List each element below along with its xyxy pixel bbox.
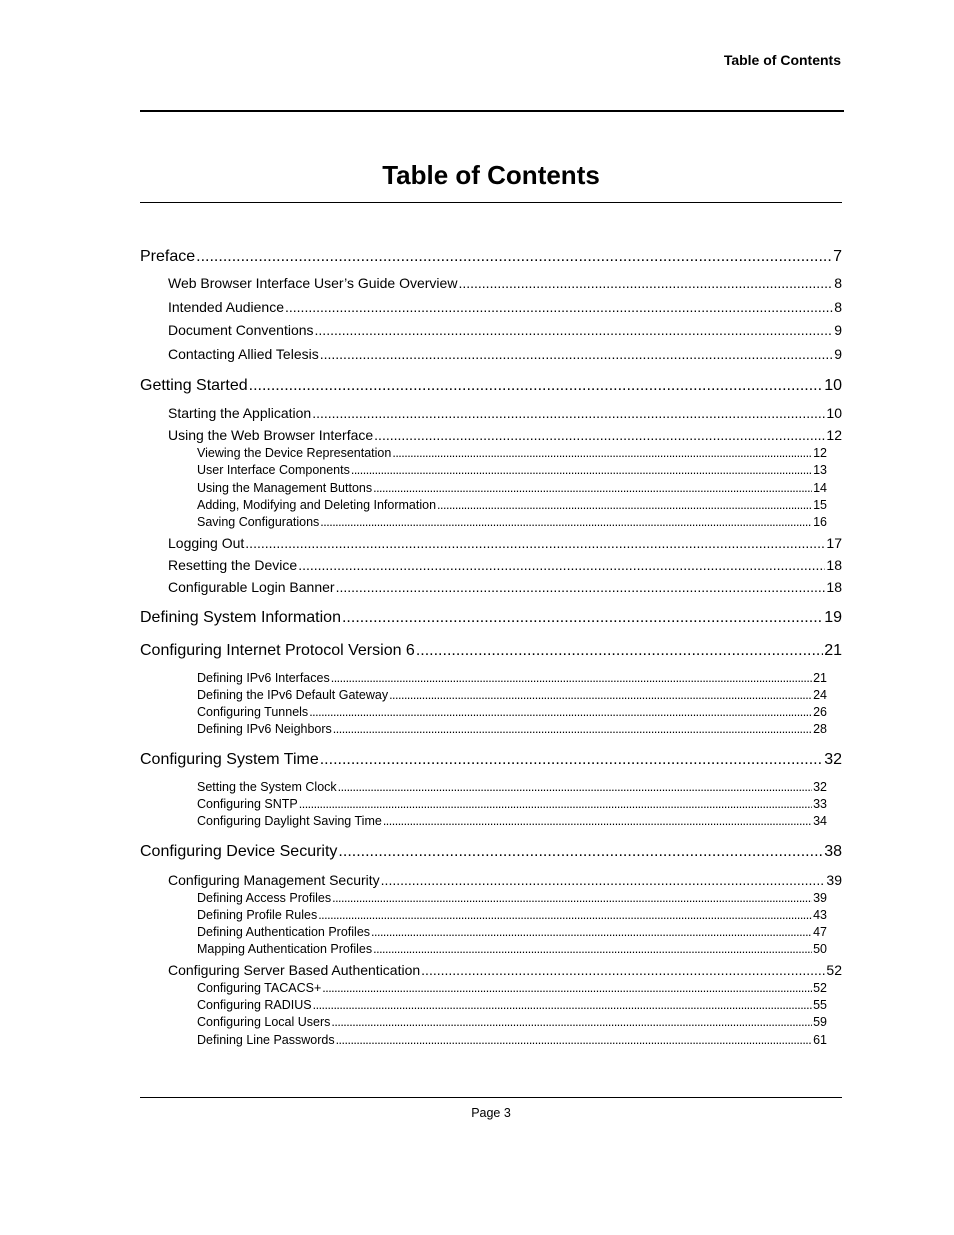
toc-subsection-entry[interactable]	[197, 780, 827, 794]
toc-entry-label: Configuring Internet Protocol Version 6	[140, 642, 415, 659]
toc-subsection-entry[interactable]	[197, 797, 827, 811]
dot-leader	[458, 275, 833, 291]
toc-section-entry[interactable]	[168, 299, 842, 315]
toc-subsection-entry[interactable]	[197, 515, 827, 529]
toc-entry-label: Configuring Server Based Authentication	[168, 962, 421, 978]
toc-entry-page: 32	[824, 751, 842, 768]
dot-leader	[332, 891, 812, 905]
toc-entry-label: Configuring Management Security	[168, 872, 380, 888]
footer-rule	[140, 1097, 842, 1098]
toc-entry-page: 39	[813, 891, 827, 905]
toc-section-entry[interactable]	[168, 427, 842, 443]
dot-leader	[421, 962, 825, 978]
toc-entry-page: 18	[826, 579, 842, 595]
dot-leader	[338, 780, 812, 794]
dot-leader	[333, 722, 812, 736]
dot-leader	[299, 797, 812, 811]
toc-entry-page: 50	[813, 942, 827, 956]
toc-entry-page: 47	[813, 925, 827, 939]
dot-leader	[320, 515, 812, 529]
dot-leader	[383, 814, 812, 828]
toc-entry-label: Saving Configurations	[197, 515, 320, 529]
toc-subsection-entry[interactable]	[197, 671, 827, 685]
toc-section-entry[interactable]	[168, 579, 842, 595]
toc-entry-label: Defining Profile Rules	[197, 908, 318, 922]
toc-entry-page: 26	[813, 705, 827, 719]
toc-entry-label: Setting the System Clock	[197, 780, 337, 794]
toc-subsection-entry[interactable]	[197, 446, 827, 460]
dot-leader	[342, 609, 823, 627]
toc-entry-label: Intended Audience	[168, 299, 284, 315]
toc-entry-label: Document Conventions	[168, 322, 314, 338]
dot-leader	[318, 908, 812, 922]
page-title: Table of Contents	[382, 160, 600, 190]
toc-entry-label: Logging Out	[168, 535, 245, 551]
dot-leader	[320, 751, 823, 769]
toc-subsection-entry[interactable]	[197, 981, 827, 995]
dot-leader	[313, 998, 812, 1012]
toc-subsection-entry[interactable]	[197, 1033, 827, 1047]
toc-entry-label: User Interface Components	[197, 463, 350, 477]
toc-entry-label: Defining Access Profiles	[197, 891, 332, 905]
dot-leader	[373, 481, 812, 495]
toc-entry-label: Web Browser Interface User’s Guide Overview	[168, 275, 458, 291]
page-number: Page 3	[471, 1106, 511, 1120]
toc-chapter-entry[interactable]	[140, 751, 842, 769]
dot-leader	[373, 942, 812, 956]
toc-entry-page: 52	[826, 962, 842, 978]
toc-entry-label: Defining IPv6 Neighbors	[197, 722, 332, 736]
running-header: Table of Contents	[723, 52, 841, 68]
toc-subsection-entry[interactable]	[197, 688, 827, 702]
toc-entry-page: 12	[813, 446, 827, 460]
toc-subsection-entry[interactable]	[197, 705, 827, 719]
toc-subsection-entry[interactable]	[197, 908, 827, 922]
toc-entry-label: Preface	[140, 248, 196, 265]
toc-entry-label: Starting the Application	[168, 405, 312, 421]
dot-leader	[322, 981, 812, 995]
toc-entry-page: 39	[826, 872, 842, 888]
toc-chapter-entry[interactable]	[140, 377, 842, 395]
dot-leader	[331, 1015, 812, 1029]
dot-leader	[331, 671, 812, 685]
toc-chapter-entry[interactable]	[140, 248, 842, 266]
toc-entry-page: 43	[813, 908, 827, 922]
toc-entry-label: Configuring Tunnels	[197, 705, 309, 719]
toc-section-entry[interactable]	[168, 557, 842, 573]
toc-subsection-entry[interactable]	[197, 481, 827, 495]
toc-entry-label: Defining System Information	[140, 609, 341, 626]
toc-entry-page: 12	[826, 427, 842, 443]
toc-subsection-entry[interactable]	[197, 463, 827, 477]
toc-section-entry[interactable]	[168, 346, 842, 362]
dot-leader	[416, 642, 823, 660]
toc-subsection-entry[interactable]	[197, 891, 827, 905]
toc-entry-page: 21	[824, 642, 842, 659]
toc-entry-page: 18	[826, 557, 842, 573]
toc-entry-page: 19	[824, 609, 842, 626]
toc-entry-page: 9	[834, 322, 842, 338]
toc-entry-label: Configurable Login Banner	[168, 579, 335, 595]
toc-entry-page: 8	[834, 275, 842, 291]
dot-leader	[389, 688, 812, 702]
toc-section-entry[interactable]	[168, 535, 842, 551]
toc-chapter-entry[interactable]	[140, 609, 842, 627]
toc-entry-page: 15	[813, 498, 827, 512]
toc-entry-page: 59	[813, 1015, 827, 1029]
dot-leader	[298, 557, 825, 573]
toc-entry-label: Configuring Daylight Saving Time	[197, 814, 382, 828]
toc-entry-page: 17	[826, 535, 842, 551]
toc-entry-label: Using the Web Browser Interface	[168, 427, 374, 443]
toc-entry-page: 24	[813, 688, 827, 702]
toc-entry-page: 34	[813, 814, 827, 828]
toc-entry-label: Configuring Local Users	[197, 1015, 331, 1029]
dot-leader	[249, 377, 824, 395]
dot-leader	[312, 405, 825, 421]
toc-section-entry[interactable]	[168, 962, 842, 978]
toc-section-entry[interactable]	[168, 322, 842, 338]
toc-entry-label: Viewing the Device Representation	[197, 446, 392, 460]
toc-entry-page: 33	[813, 797, 827, 811]
toc-entry-label: Defining IPv6 Interfaces	[197, 671, 330, 685]
toc-chapter-entry[interactable]	[140, 843, 842, 861]
toc-entry-page: 8	[834, 299, 842, 315]
toc-entry-label: Configuring TACACS+	[197, 981, 322, 995]
dot-leader	[371, 925, 812, 939]
toc-entry-label: Defining the IPv6 Default Gateway	[197, 688, 389, 702]
toc-entry-label: Resetting the Device	[168, 557, 298, 573]
toc-entry-page: 55	[813, 998, 827, 1012]
toc-section-entry[interactable]	[168, 275, 842, 291]
toc-subsection-entry[interactable]	[197, 814, 827, 828]
dot-leader	[245, 535, 825, 551]
toc-entry-label: Using the Management Buttons	[197, 481, 373, 495]
toc-subsection-entry[interactable]	[197, 925, 827, 939]
toc-subsection-entry[interactable]	[197, 998, 827, 1012]
toc-entry-page: 9	[834, 346, 842, 362]
toc-entry-page: 61	[813, 1033, 827, 1047]
toc-section-entry[interactable]	[168, 872, 842, 888]
dot-leader	[336, 1033, 813, 1047]
toc-entry-label: Configuring RADIUS	[197, 998, 312, 1012]
toc-entry-label: Defining Line Passwords	[197, 1033, 335, 1047]
toc-entry-label: Defining Authentication Profiles	[197, 925, 371, 939]
dot-leader	[320, 346, 833, 362]
toc-list	[140, 0, 842, 1235]
dot-leader	[315, 322, 834, 338]
toc-entry-page: 21	[813, 671, 827, 685]
toc-entry-page: 7	[833, 248, 842, 265]
dot-leader	[437, 498, 812, 512]
toc-entry-page: 13	[813, 463, 827, 477]
toc-entry-label: Configuring SNTP	[197, 797, 298, 811]
toc-entry-label: Configuring System Time	[140, 751, 319, 768]
toc-chapter-entry[interactable]	[140, 642, 842, 660]
toc-entry-page: 16	[813, 515, 827, 529]
toc-entry-label: Configuring Device Security	[140, 843, 338, 860]
toc-entry-page: 28	[813, 722, 827, 736]
toc-entry-label: Contacting Allied Telesis	[168, 346, 319, 362]
toc-subsection-entry[interactable]	[197, 498, 827, 512]
toc-entry-label: Adding, Modifying and Deleting Information	[197, 498, 437, 512]
dot-leader	[351, 463, 812, 477]
dot-leader	[381, 872, 826, 888]
dot-leader	[336, 579, 826, 595]
toc-entry-page: 10	[826, 405, 842, 421]
dot-leader	[309, 705, 812, 719]
dot-leader	[338, 843, 823, 861]
toc-subsection-entry[interactable]	[197, 942, 827, 956]
toc-subsection-entry[interactable]	[197, 722, 827, 736]
toc-entry-page: 14	[813, 481, 827, 495]
dot-leader	[285, 299, 833, 315]
toc-entry-label: Getting Started	[140, 377, 248, 394]
toc-entry-label: Mapping Authentication Profiles	[197, 942, 373, 956]
dot-leader	[374, 427, 825, 443]
dot-leader	[392, 446, 812, 460]
toc-section-entry[interactable]	[168, 405, 842, 421]
toc-entry-page: 38	[824, 843, 842, 860]
toc-entry-page: 10	[824, 377, 842, 394]
toc-subsection-entry[interactable]	[197, 1015, 827, 1029]
toc-entry-page: 52	[813, 981, 827, 995]
toc-entry-page: 32	[813, 780, 827, 794]
dot-leader	[196, 248, 832, 266]
